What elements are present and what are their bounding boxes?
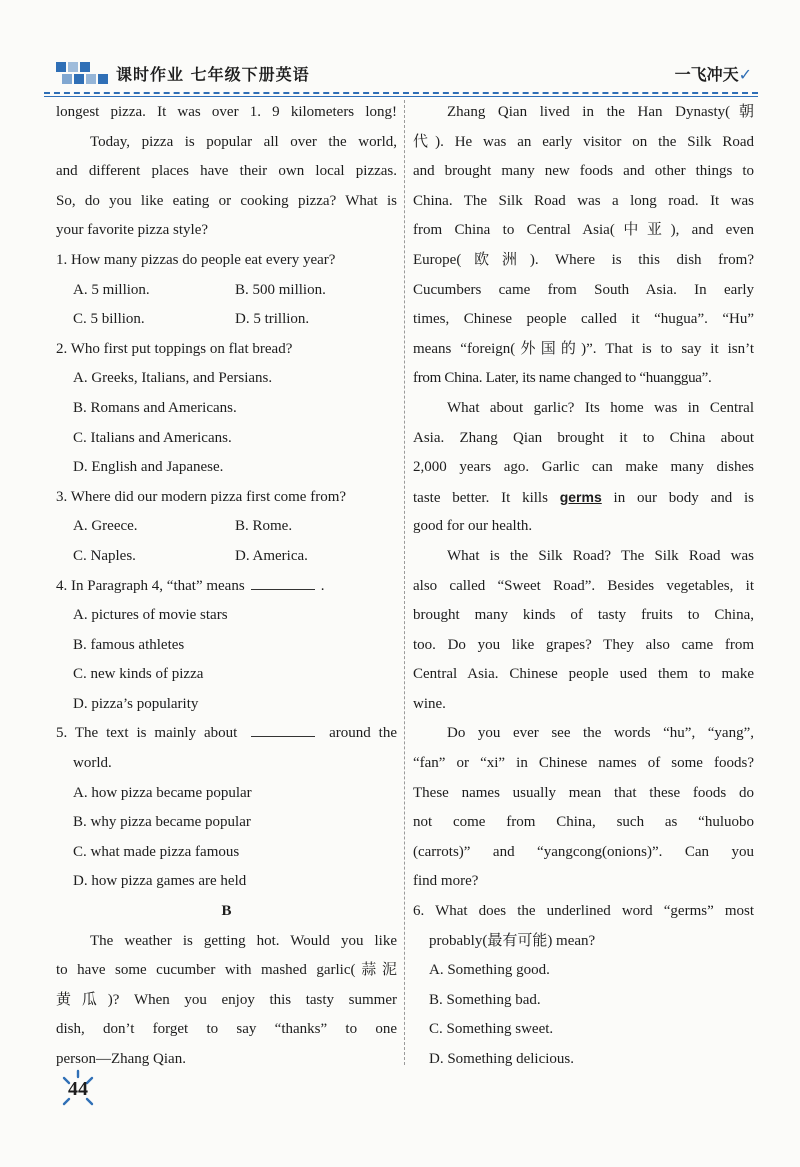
passage-line: your favorite pizza style? [56,222,209,239]
column-divider [404,100,405,1065]
passage-line: “fan” or “xi” in Chinese names of some foods? [413,755,754,772]
passage-line: good for our health. [413,518,533,535]
passage-line: Zhang Qian lived in the Han Dynasty(朝 [447,104,754,120]
book-title: 课时作业 七年级下册英语 [116,65,310,84]
question-6-stem-cont: probably(最有可能) mean? [429,932,596,949]
question-3-options-row [56,512,397,542]
question-3-stem: 3. Where did our modern pizza first come from? [56,488,347,505]
right-column [413,98,754,1075]
passage-line: wine. [413,695,446,712]
passage-line: 代). He was an early visitor on the Silk Road [413,133,754,150]
swoosh-icon: ✓ [738,65,752,84]
passage-line: also called “Sweet Road”. Besides vegetables, it [413,577,754,594]
passage-line: taste better. It kills germs in our body and is [413,488,754,506]
passage-line: Asia. Zhang Qian brought it to China about [413,429,754,446]
question-1-stem: 1. How many pizzas do people eat every year? [56,251,336,268]
option-b[interactable]: B. Romans and Americans. [73,399,237,416]
option-d[interactable]: D. how pizza games are held [73,873,247,890]
passage-line: What about garlic? Its home was in Central [447,399,754,416]
option-b[interactable]: B. Rome. [235,518,293,535]
passage-line: find more? [413,873,479,890]
passage-line: What is the Silk Road? The Silk Road was [447,547,754,564]
option-d[interactable]: D. 5 trillion. [235,311,310,328]
question-3-options-row [56,542,397,572]
option-a[interactable]: A. Greeks, Italians, and Persians. [73,370,273,387]
passage-line: and different places have their own local pizzas. [56,163,397,180]
option-b[interactable]: B. 500 million. [235,281,326,298]
passage-line: dish, don’t forget to say “thanks” to one [56,1021,397,1038]
passage-line: The weather is getting hot. Would you like [90,932,397,949]
section-b-heading: B [221,903,232,920]
option-c[interactable]: C. what made pizza famous [73,843,240,860]
answer-blank[interactable] [251,720,315,737]
passage-line: 2,000 years ago. Garlic can make many dishes [413,459,754,476]
passage-line: Cucumbers came from South Asia. In early [413,281,754,298]
passage-line: too. Do you like grapes? They also came from [413,636,754,653]
underlined-word-germs: germs [559,488,602,505]
option-d[interactable]: D. America. [235,547,308,564]
passage-line: Do you ever see the words “hu”, “yang”, [447,725,754,742]
question-1-options-row [56,305,397,335]
option-a[interactable]: A. Greece. [73,518,138,535]
page-number: 44 [68,1078,88,1100]
passage-line: So, do you like eating or cooking pizza? What is [56,192,397,209]
question-6-stem: 6. What does the underlined word “germs” most [413,903,754,920]
brand-logo: 一飞冲天✓ [674,65,752,84]
passage-line: Europe(欧洲). Where is this dish from? [413,251,754,268]
option-d[interactable]: D. English and Japanese. [73,459,224,476]
option-c[interactable]: C. Naples. [73,547,136,564]
checker-logo-icon [56,62,108,92]
question-2-stem: 2. Who first put toppings on flat bread? [56,340,293,357]
passage-line: These names usually mean that these foods do [413,784,754,801]
option-c[interactable]: C. Something sweet. [429,1021,554,1038]
passage-line: to have some cucumber with mashed garlic(蒜泥 [56,962,397,979]
option-b[interactable]: B. why pizza became popular [73,814,251,831]
passage-line: from China. Later, its name changed to “huanggua”. [413,370,712,387]
option-c[interactable]: C. Italians and Americans. [73,429,232,446]
option-d[interactable]: D. Something delicious. [429,1051,574,1067]
option-b[interactable]: B. famous athletes [73,636,185,653]
passage-line: person—Zhang Qian. [56,1051,186,1067]
passage-line: 黄瓜)? When you enjoy this tasty summer [56,991,397,1008]
passage-line: means “foreign(外国的)”. That is to say it isn’t [413,340,754,357]
question-5-stem-cont: world. [73,755,112,772]
header-dashed-rule [44,92,758,94]
option-b[interactable]: B. Something bad. [429,991,541,1008]
option-a[interactable]: A. how pizza became popular [73,784,252,801]
option-c[interactable]: C. 5 billion. [73,311,145,328]
option-d[interactable]: D. pizza’s popularity [73,695,199,712]
left-column [56,98,397,1075]
passage-line: Today, pizza is popular all over the world, [90,133,397,150]
option-a[interactable]: A. 5 million. [73,281,150,298]
option-a[interactable]: A. Something good. [429,962,550,979]
passage-line: Central Asia. Chinese people used them to make [413,666,754,683]
option-c[interactable]: C. new kinds of pizza [73,666,204,683]
passage-line: longest pizza. It was over 1. 9 kilometers long! [56,104,397,120]
passage-line: China. The Silk Road was a long road. It was [413,192,754,209]
header-rule [44,96,758,97]
answer-blank[interactable] [251,573,315,590]
question-4-stem: 4. In Paragraph 4, “that” means . [56,572,397,602]
option-a[interactable]: A. pictures of movie stars [73,607,228,624]
passage-line: brought many kinds of tasty fruits to China, [413,607,754,624]
passage-line: and brought many new foods and other things to [413,163,754,180]
passage-line: times, Chinese people called it “hugua”. “Hu” [413,311,754,328]
passage-line: from China to Central Asia(中亚), and even [413,222,754,239]
question-5-stem: 5. The text is mainly about around the [56,719,397,749]
passage-line: not come from China, such as “huluobo [413,814,754,831]
question-1-options-row [56,276,397,306]
passage-line: (carrots)” and “yangcong(onions)”. Can you [413,843,754,860]
page-header [44,56,758,96]
